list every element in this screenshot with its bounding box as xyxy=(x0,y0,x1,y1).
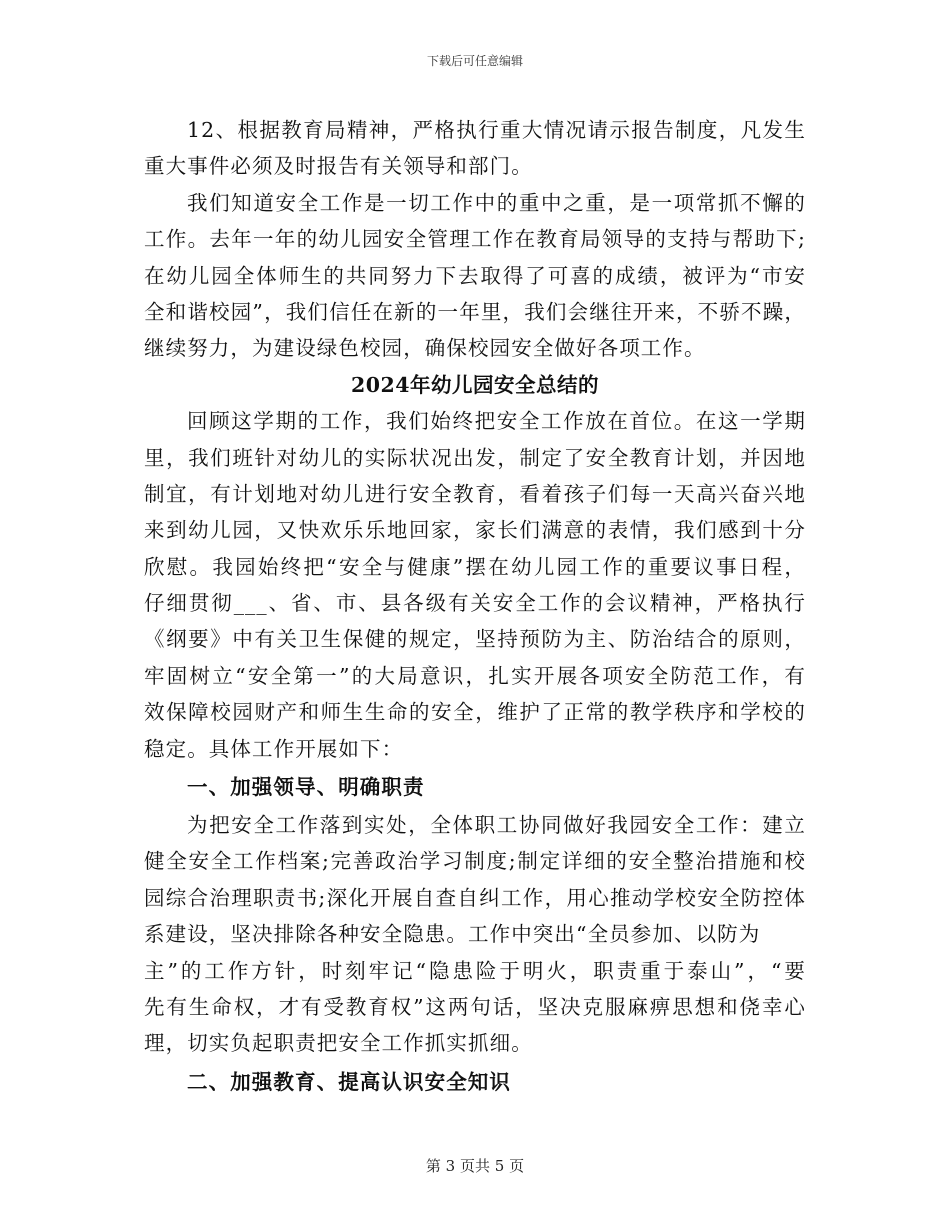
text-line: 效保障校园财产和师生生命的安全，维护了正常的教学秩序和学校的 xyxy=(144,700,806,725)
text-line: 来到幼儿园，又快欢乐乐地回家，家长们满意的表情，我们感到十分 xyxy=(144,518,806,543)
section-title: 2024年幼儿园安全总结的 xyxy=(350,372,600,397)
text-line: 全和谐校园”，我们信任在新的一年里，我们会继往开来，不骄不躁， xyxy=(144,299,806,324)
text-line: 园综合治理职责书;深化开展自查自纠工作，用心推动学校安全防控体 xyxy=(144,885,806,910)
text-line: 仔细贯彻___、省、市、县各级有关安全工作的会议精神，严格执行 xyxy=(144,591,806,616)
text-line: 工作。去年一年的幼儿园安全管理工作在教育局领导的支持与帮助下; xyxy=(144,227,806,252)
text-line: 稳定。具体工作开展如下： xyxy=(144,736,404,761)
page-header: 下载后可任意编辑 xyxy=(426,54,523,68)
document-body xyxy=(144,112,806,1102)
section-heading: 二、加强教育、提高认识安全知识 xyxy=(187,1069,511,1094)
text-line: 为把安全工作落到实处，全体职工协同做好我园安全工作：建立 xyxy=(187,813,806,838)
text-line: 回顾这学期的工作，我们始终把安全工作放在首位。在这一学期 xyxy=(187,409,806,434)
text-line: 12、根据教育局精神，严格执行重大情况请示报告制度，凡发生 xyxy=(187,118,806,142)
text-line: 系建设，坚决排除各种安全隐患。工作中突出“全员参加、以防为 xyxy=(144,922,761,947)
text-line: 先有生命权，才有受教育权”这两句话，坚决克服麻痹思想和侥幸心 xyxy=(144,994,806,1019)
text-line: 我们知道安全工作是一切工作中的重中之重，是一项常抓不懈的 xyxy=(187,190,806,215)
page-footer: 第 3 页共 5 页 xyxy=(425,1157,525,1175)
text-line: 主”的工作方针，时刻牢记“隐患险于明火，职责重于泰山”，“要 xyxy=(144,958,806,983)
text-line: 《纲要》中有关卫生保健的规定，坚持预防为主、防治结合的原则， xyxy=(144,627,806,652)
text-line: 健全安全工作档案;完善政治学习制度;制定详细的安全整治措施和校 xyxy=(144,849,806,874)
text-line: 重大事件必须及时报告有关领导和部门。 xyxy=(144,154,533,179)
text-line: 在幼儿园全体师生的共同努力下去取得了可喜的成绩，被评为“市安 xyxy=(144,263,806,288)
text-line: 里，我们班针对幼儿的实际状况出发，制定了安全教育计划，并因地 xyxy=(144,445,806,470)
text-line: 继续努力，为建设绿色校园，确保校园安全做好各项工作。 xyxy=(144,336,706,361)
text-line: 欣慰。我园始终把“安全与健康”摆在幼儿园工作的重要议事日程， xyxy=(144,554,806,579)
text-line: 制宜，有计划地对幼儿进行安全教育，看着孩子们每一天高兴奋兴地 xyxy=(144,481,806,506)
section-heading: 一、加强领导、明确职责 xyxy=(187,775,425,800)
text-line: 理，切实负起职责把安全工作抓实抓细。 xyxy=(144,1031,533,1056)
text-line: 牢固树立“安全第一”的大局意识，扎实开展各项安全防范工作，有 xyxy=(144,663,806,688)
